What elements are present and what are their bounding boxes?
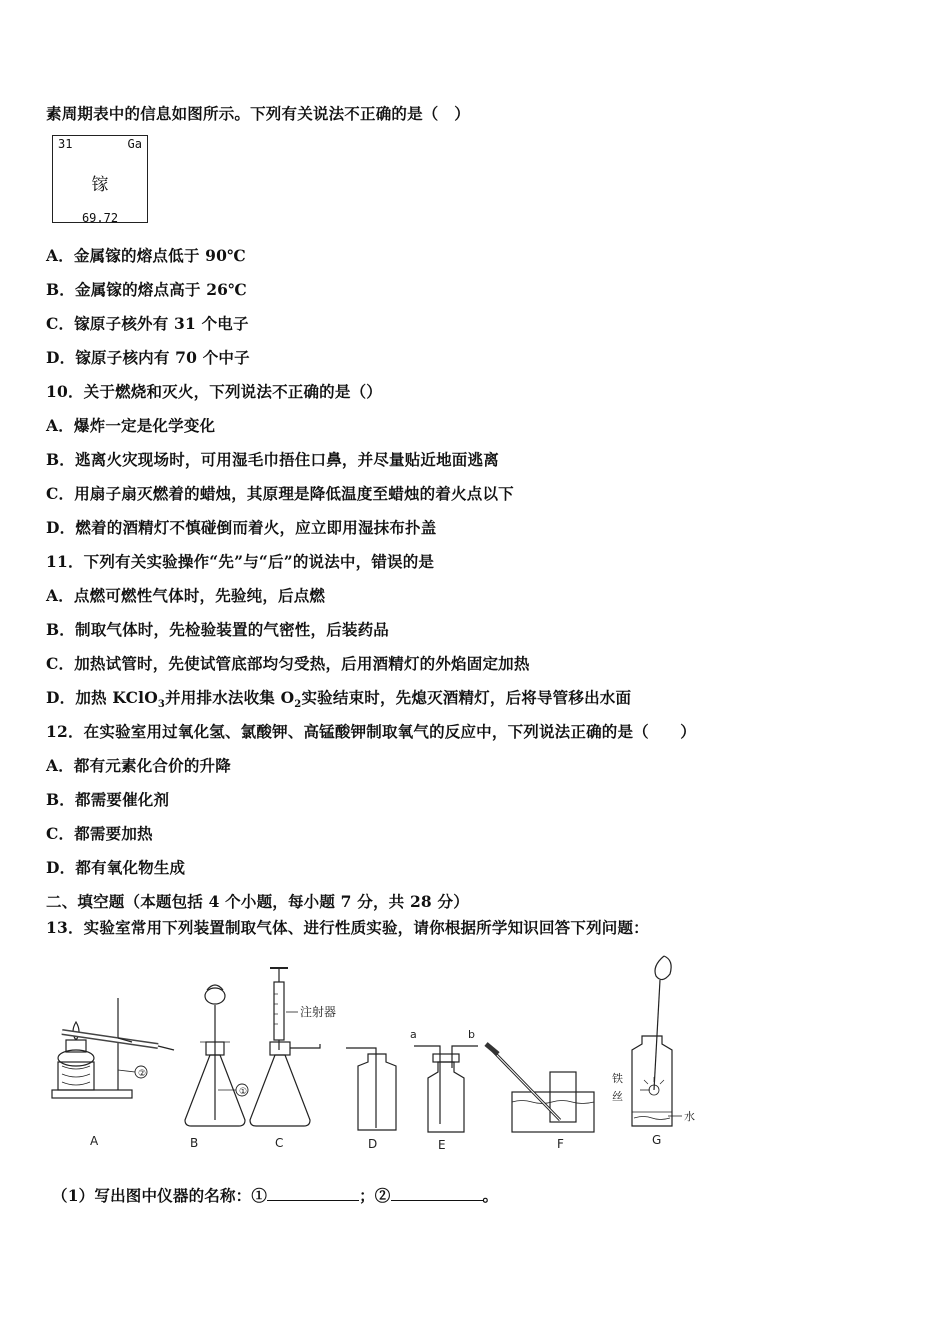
element-name: 镓 (91, 175, 109, 195)
q12-option-c: C．都需要加热 (46, 824, 153, 843)
label-water: 水 (684, 1110, 695, 1123)
lab-apparatus-figure (40, 950, 720, 1160)
q10-option-a: A．爆炸一定是化学变化 (46, 416, 216, 435)
q10-option-c: C．用扇子扇灭燃着的蜡烛，其原理是降低温度至蜡烛的着火点以下 (46, 484, 514, 503)
apparatus-b (185, 985, 248, 1150)
q12-option-b: B．都需要催化剂 (46, 790, 170, 809)
q13-stem: 13．实验室常用下列装置制取气体、进行性质实验，请你根据所学知识回答下列问题： (46, 918, 649, 937)
answer-blank-1[interactable] (267, 1186, 359, 1201)
apparatus-e (410, 1028, 478, 1152)
section-2-heading: 二、填空题（本题包括 4 个小题，每小题 7 分，共 28 分） (46, 892, 469, 911)
q11-stem: 11．下列有关实验操作“先”与“后”的说法中，错误的是 (46, 552, 435, 571)
q11-option-c: C．加热试管时，先使试管底部均匀受热，后用酒精灯的外焰固定加热 (46, 654, 530, 673)
q12-option-d: D．都有氧化物生成 (46, 858, 186, 877)
q11-option-a: A．点燃可燃性气体时，先验纯，后点燃 (46, 586, 326, 605)
element-card-gallium (52, 135, 148, 223)
q12-stem: 12．在实验室用过氧化氢、氯酸钾、高锰酸钾制取氧气的反应中，下列说法正确的是（ ） (46, 722, 696, 741)
apparatus-g (612, 956, 695, 1147)
q11-d-sub2: 2 (294, 699, 302, 711)
q9-option-c: C．镓原子核外有 31 个电子 (46, 314, 249, 333)
element-atomic-number: 31 (58, 137, 73, 151)
q11-d-part1: D．加热 KClO (46, 688, 158, 707)
label-d: D (368, 1137, 378, 1151)
apparatus-c (250, 968, 336, 1150)
element-atomic-mass: 69.72 (81, 211, 119, 225)
label-g: G (652, 1133, 662, 1147)
label-circle-1: ① (239, 1087, 248, 1097)
label-iron-1: 铁 (612, 1072, 623, 1085)
label-port-a: a (410, 1028, 417, 1041)
q12-option-a: A．都有元素化合价的升降 (46, 756, 231, 775)
element-symbol: Ga (127, 137, 142, 151)
label-c: C (275, 1136, 284, 1150)
q11-d-part3: 实验结束时，先熄灭酒精灯，后将导管移出水面 (301, 688, 632, 707)
q10-option-b: B．逃离火灾现场时，可用湿毛巾捂住口鼻，并尽量贴近地面逃离 (46, 450, 499, 469)
q9-option-b: B．金属镓的熔点高于 26℃ (46, 280, 247, 299)
label-iron-2: 丝 (612, 1090, 623, 1103)
q13-sub1-suffix: 。 (482, 1186, 499, 1205)
q9-option-a: A．金属镓的熔点低于 90℃ (46, 246, 246, 265)
label-f: F (557, 1137, 564, 1151)
label-e: E (438, 1138, 446, 1152)
q9-option-d: D．镓原子核内有 70 个中子 (46, 348, 250, 367)
label-port-b: b (468, 1028, 475, 1041)
q11-d-part2: 并用排水法收集 O (165, 688, 295, 707)
apparatus-f (486, 1044, 594, 1151)
label-syringe: 注射器 (300, 1005, 337, 1019)
q13-sub1-prefix: （1）写出图中仪器的名称：① (52, 1186, 268, 1205)
q11-option-b: B．制取气体时，先检验装置的气密性，后装药品 (46, 620, 390, 639)
q13-sub1-mid: ；② (359, 1186, 391, 1205)
question-intro: 素周期表中的信息如图所示。下列有关说法不正确的是（ ） (46, 104, 470, 123)
label-a: A (90, 1134, 99, 1148)
label-circle-2: ② (138, 1069, 147, 1079)
label-b: B (190, 1136, 199, 1150)
q11-d-sub1: 3 (157, 699, 166, 711)
q13-sub1 (52, 1184, 498, 1206)
answer-blank-2[interactable] (391, 1186, 483, 1201)
apparatus-a (52, 998, 174, 1148)
q11-option-d (46, 686, 631, 710)
q10-option-d: D．燃着的酒精灯不慎碰倒而着火，应立即用湿抹布扑盖 (46, 518, 437, 537)
apparatus-d (346, 1048, 396, 1151)
q10-stem: 10．关于燃烧和灭火，下列说法不正确的是（） (46, 382, 382, 401)
